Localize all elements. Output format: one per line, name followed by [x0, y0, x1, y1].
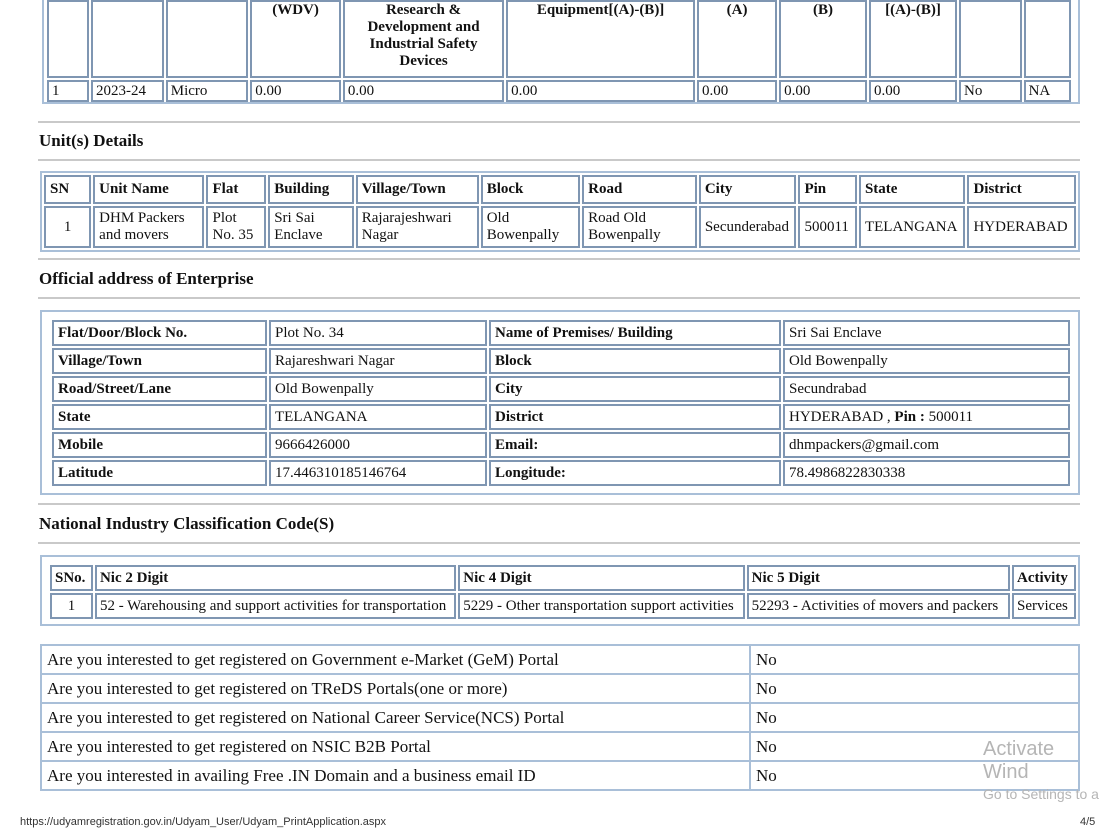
units-header-unit-name: Unit Name — [93, 175, 204, 204]
nic-cell-4-digit: 5229 - Other transportation support activities — [458, 593, 744, 619]
inv-header-2 — [91, 0, 164, 78]
inv-cell-wdv: 0.00 — [250, 80, 341, 102]
premises-value: Sri Sai Enclave — [783, 320, 1070, 346]
nic-cell-sno: 1 — [50, 593, 93, 619]
nic-header-sno: SNo. — [50, 565, 93, 591]
footer-url: https://udyamregistration.gov.in/Udyam_User/Udyam_PrintApplication.aspx — [20, 816, 387, 828]
address-table — [50, 318, 1072, 488]
inv-cell-b: 0.00 — [779, 80, 867, 102]
nic-header-5-digit: Nic 5 Digit — [747, 565, 1010, 591]
table-row — [41, 761, 1079, 790]
units-table — [40, 171, 1080, 252]
divider — [38, 542, 1080, 544]
units-cell-unit-name: DHM Packers and movers — [93, 206, 204, 248]
inv-cell-a: 0.00 — [697, 80, 777, 102]
units-cell-district: HYDERABAD — [967, 206, 1076, 248]
units-section-title: Unit(s) Details — [39, 131, 144, 150]
units-header-building: Building — [268, 175, 354, 204]
units-header-flat: Flat — [206, 175, 266, 204]
inv-header-equipment: Equipment[(A)-(B)] — [506, 0, 695, 78]
inv-cell-11: NA — [1024, 80, 1071, 102]
table-row — [41, 645, 1079, 674]
inv-cell-a-minus-b: 0.00 — [869, 80, 957, 102]
inv-header-wdv: (WDV) — [250, 0, 341, 78]
table-row — [52, 404, 1070, 430]
inv-header-rnd: Research & Development and Industrial Safety Devices — [343, 0, 504, 78]
answer-gem: No — [750, 645, 1079, 674]
activate-windows-watermark — [983, 738, 1104, 802]
village-value: Rajareshwari Nagar — [269, 348, 487, 374]
footer-page-number: 4/5 — [1080, 816, 1096, 828]
investment-table — [45, 0, 1073, 104]
question-nsic: Are you interested to get registered on NSIC B2B Portal — [41, 732, 750, 761]
district-value: HYDERABAD , — [789, 408, 891, 425]
units-cell-sn: 1 — [44, 206, 91, 248]
units-cell-state: TELANGANA — [859, 206, 966, 248]
table-row — [47, 80, 1071, 102]
units-cell-road: Road Old Bowenpally — [582, 206, 697, 248]
units-cell-flat: Plot No. 35 — [206, 206, 266, 248]
question-domain: Are you interested in availing Free .IN Domain and a business email ID — [41, 761, 750, 790]
city-label: City — [489, 376, 781, 402]
village-label: Village/Town — [52, 348, 267, 374]
question-ncs: Are you interested to get registered on National Career Service(NCS) Portal — [41, 703, 750, 732]
divider — [38, 258, 1080, 260]
inv-cell-sn: 1 — [47, 80, 89, 102]
units-header-row — [44, 175, 1076, 204]
longitude-value: 78.4986822830338 — [783, 460, 1070, 486]
table-row — [52, 460, 1070, 486]
road-label: Road/Street/Lane — [52, 376, 267, 402]
table-row — [41, 674, 1079, 703]
inv-header-1 — [47, 0, 89, 78]
block-value: Old Bowenpally — [783, 348, 1070, 374]
pin-value: 500011 — [928, 408, 974, 425]
divider — [38, 121, 1080, 123]
inv-header-a-minus-b: [(A)-(B)] — [869, 0, 957, 78]
units-cell-block: Old Bowenpally — [481, 206, 580, 248]
address-section-title: Official address of Enterprise — [39, 269, 254, 288]
inv-header-10 — [959, 0, 1022, 78]
nic-cell-5-digit: 52293 - Activities of movers and packers — [747, 593, 1010, 619]
inv-header-b: (B) — [779, 0, 867, 78]
portal-interest-table — [40, 644, 1080, 791]
nic-cell-2-digit: 52 - Warehousing and support activities for transportation — [95, 593, 456, 619]
units-header-district: District — [967, 175, 1076, 204]
mobile-value: 9666426000 — [269, 432, 487, 458]
longitude-label: Longitude: — [489, 460, 781, 486]
nic-header-2-digit: Nic 2 Digit — [95, 565, 456, 591]
units-cell-building: Sri Sai Enclave — [268, 206, 354, 248]
answer-domain: No — [750, 761, 1079, 790]
block-label: Block — [489, 348, 781, 374]
pin-label: Pin : — [894, 408, 925, 425]
divider — [38, 297, 1080, 299]
nic-header-4-digit: Nic 4 Digit — [458, 565, 744, 591]
nic-cell-activity: Services — [1012, 593, 1076, 619]
premises-label: Name of Premises/ Building — [489, 320, 781, 346]
nic-header-activity: Activity — [1012, 565, 1076, 591]
investment-header-row — [47, 0, 1071, 78]
divider — [38, 159, 1080, 161]
units-header-block: Block — [481, 175, 580, 204]
flat-label: Flat/Door/Block No. — [52, 320, 267, 346]
table-row — [41, 703, 1079, 732]
latitude-value: 17.446310185146764 — [269, 460, 487, 486]
nic-table-frame — [40, 555, 1080, 626]
answer-ncs: No — [750, 703, 1079, 732]
question-gem: Are you interested to get registered on Government e-Market (GeM) Portal — [41, 645, 750, 674]
inv-cell-equipment: 0.00 — [506, 80, 695, 102]
units-header-road: Road — [582, 175, 697, 204]
district-label: District — [489, 404, 781, 430]
answer-nsic: No — [750, 732, 1079, 761]
inv-header-11 — [1024, 0, 1071, 78]
mobile-label: Mobile — [52, 432, 267, 458]
watermark-line-1: Activate Wind — [983, 738, 1055, 783]
city-value: Secundrabad — [783, 376, 1070, 402]
state-value: TELANGANA — [269, 404, 487, 430]
latitude-label: Latitude — [52, 460, 267, 486]
inv-cell-rnd: 0.00 — [343, 80, 504, 102]
units-cell-pin: 500011 — [798, 206, 857, 248]
answer-treds: No — [750, 674, 1079, 703]
table-row — [52, 432, 1070, 458]
units-cell-city: Secunderabad — [699, 206, 797, 248]
table-row — [52, 376, 1070, 402]
divider — [38, 503, 1080, 505]
nic-header-row — [50, 565, 1076, 591]
inv-header-3 — [166, 0, 248, 78]
units-header-village: Village/Town — [356, 175, 479, 204]
flat-value: Plot No. 34 — [269, 320, 487, 346]
state-label: State — [52, 404, 267, 430]
address-table-frame — [40, 310, 1080, 495]
question-treds: Are you interested to get registered on TReDS Portals(one or more) — [41, 674, 750, 703]
nic-table — [48, 563, 1078, 621]
table-row — [44, 206, 1076, 248]
table-row — [50, 593, 1076, 619]
inv-cell-10: No — [959, 80, 1022, 102]
district-pin-cell — [783, 404, 1070, 430]
table-row — [41, 732, 1079, 761]
units-header-city: City — [699, 175, 797, 204]
units-header-pin: Pin — [798, 175, 857, 204]
inv-header-a: (A) — [697, 0, 777, 78]
table-row — [52, 348, 1070, 374]
watermark-line-2: Go to Settings to a — [983, 786, 1099, 802]
nic-section-title: National Industry Classification Code(S) — [39, 514, 335, 533]
table-row — [52, 320, 1070, 346]
units-header-sn: SN — [44, 175, 91, 204]
inv-cell-year: 2023-24 — [91, 80, 164, 102]
inv-cell-type: Micro — [166, 80, 248, 102]
units-header-state: State — [859, 175, 966, 204]
email-value: dhmpackers@gmail.com — [783, 432, 1070, 458]
units-cell-village: Rajarajeshwari Nagar — [356, 206, 479, 248]
email-label: Email: — [489, 432, 781, 458]
road-value: Old Bowenpally — [269, 376, 487, 402]
